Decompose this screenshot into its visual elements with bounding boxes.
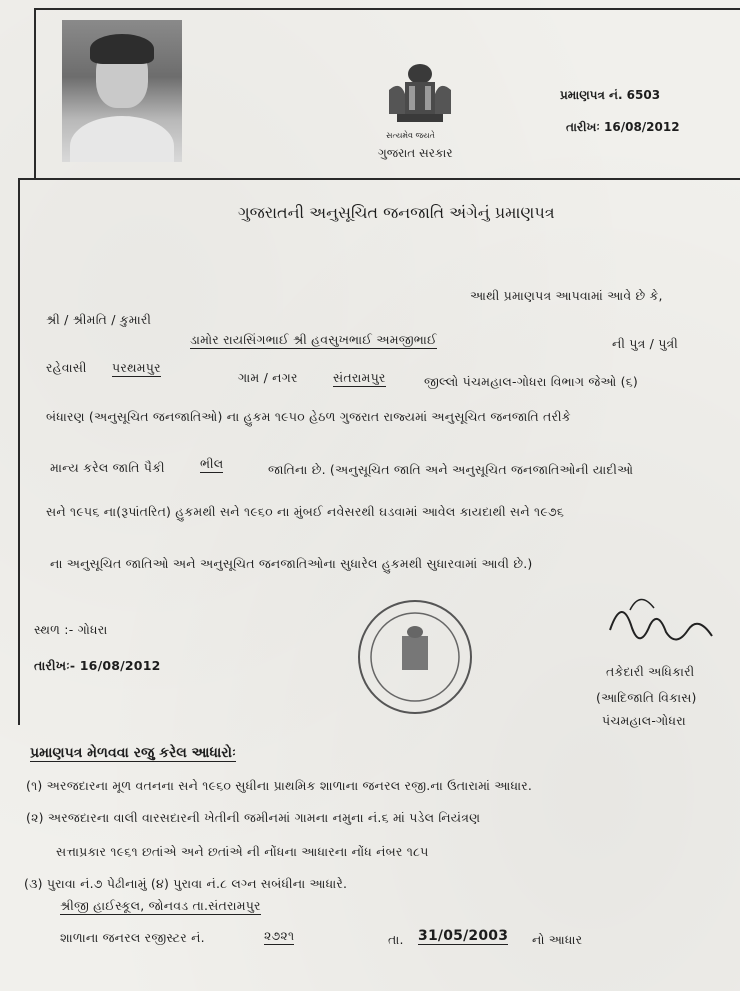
place-label: સ્થળ :- ગોધરા bbox=[34, 622, 108, 637]
village-name: પરથમપુર bbox=[112, 360, 161, 375]
text-line-4: બંધારણ (અનુસૂચિત જનજાતિઓ) ના હુકમ ૧૯૫૦ હેઠળ ગુજરાત રાજ્યમાં અનુસૂચિત જનજાતિ તરીકે bbox=[46, 409, 571, 424]
signature-icon bbox=[600, 590, 720, 660]
certificate-date: તારીખઃ 16/08/2012 bbox=[566, 120, 680, 134]
evidence-heading: પ્રમાણપત્ર મેળવવા રજુ કરેલ આધારોઃ bbox=[30, 745, 237, 761]
village-label: ગામ / નગર bbox=[238, 370, 298, 385]
text-line-6: સને ૧૯૫૬ ના(રૂપાંતરિત) હુકમથી સને ૧૯૬૦ ના મુંબઈ નવેસરથી ઘડવામાં આવેલ કાયદાથી સને ૧૯૭૬ bbox=[46, 504, 565, 519]
applicant-photo bbox=[62, 20, 182, 162]
evidence-item-2b: સત્તાપ્રકાર ૧૯૬૧ છતાંએ અને છતાંએ ની નોંધના આધારના નોંધ નંબર ૧૮૫ bbox=[56, 844, 429, 859]
emblem-caption: ગુજરાત સરકાર bbox=[378, 146, 453, 160]
official-seal-icon bbox=[356, 598, 474, 716]
evidence-item-2: (૨) અરજદારના વાલી વારસદારની ખેતીની જમીનમાં ગામના નમુના નં.૬ માં પડેલ નિયંત્રણ bbox=[26, 810, 481, 825]
signatory-title: તકેદારી અધિકારી bbox=[606, 664, 695, 679]
resident-label: રહેવાસી bbox=[46, 360, 87, 375]
evidence-item-1: (૧) અરજદારના મૂળ વતનના સને ૧૯૬૦ સુધીના પ્રાથમિક શાળાના જનરલ રજી.ના ઉતારામાં આધાર. bbox=[26, 778, 533, 793]
text-line-5a: માન્ય કરેલ જાતિ પૈકી bbox=[50, 460, 165, 475]
relation-label: ની પુત્ર / પુત્રી bbox=[612, 336, 678, 351]
register-date-label: તા. bbox=[388, 932, 404, 947]
certificate-number: પ્રમાણપત્ર નં. 6503 bbox=[560, 88, 661, 102]
issue-date: તારીખઃ- 16/08/2012 bbox=[34, 658, 161, 673]
evidence-item-3: (૩) પુરાવા નં.૭ પેઢીનામું (૪) પુરાવા નં.૮ લગ્ન સબંધીના આધારે. bbox=[24, 876, 348, 891]
honorific-label: શ્રી / શ્રીમતિ / કુમારી bbox=[46, 312, 152, 327]
signatory-place: પંચમહાલ-ગોધરા bbox=[602, 713, 686, 728]
intro-line: આથી પ્રમાણપત્ર આપવામાં આવે છે કે, bbox=[470, 288, 663, 303]
taluka-name: સંતરામપુર bbox=[333, 370, 386, 385]
signatory-dept: (આદિજાતિ વિકાસ) bbox=[596, 690, 697, 705]
register-number: ૨૭૨૧ bbox=[264, 928, 295, 943]
register-label: શાળાના જનરલ રજીસ્ટર નં. bbox=[60, 930, 205, 945]
school-name: શ્રીજી હાઈસ્કૂલ, જોનવડ તા.સંતરામપુર bbox=[60, 898, 261, 913]
district-line: જીલ્લો પંચમહાલ-ગોધરા વિભાગ જેઓ (૬) bbox=[424, 374, 638, 389]
text-line-5b: જાતિના છે. (અનુસૂચિત જાતિ અને અનુસૂચિત જનજાતિઓની યાદીઓ bbox=[268, 462, 634, 477]
register-suffix: નો આધાર bbox=[532, 932, 583, 947]
caste-name: ભીલ bbox=[200, 456, 224, 471]
certificate-title: ગુજરાતની અનુસૂચિત જનજાતિ અંગેનું પ્રમાણપત્ર bbox=[238, 203, 555, 222]
text-line-7: ના અનુસૂચિત જાતિઓ અને અનુસૂચિત જનજાતિઓના સુધારેલ હુકમથી સુધારવામાં આવી છે.) bbox=[50, 556, 533, 571]
applicant-name: ડામોર રાયસિંગભાઈ શ્રી હવસુખભાઈ અમજીભાઈ bbox=[190, 332, 437, 347]
register-date: 31/05/2003 bbox=[418, 928, 509, 944]
emblem-motto: સત્યમેવ જયતે bbox=[386, 131, 435, 140]
